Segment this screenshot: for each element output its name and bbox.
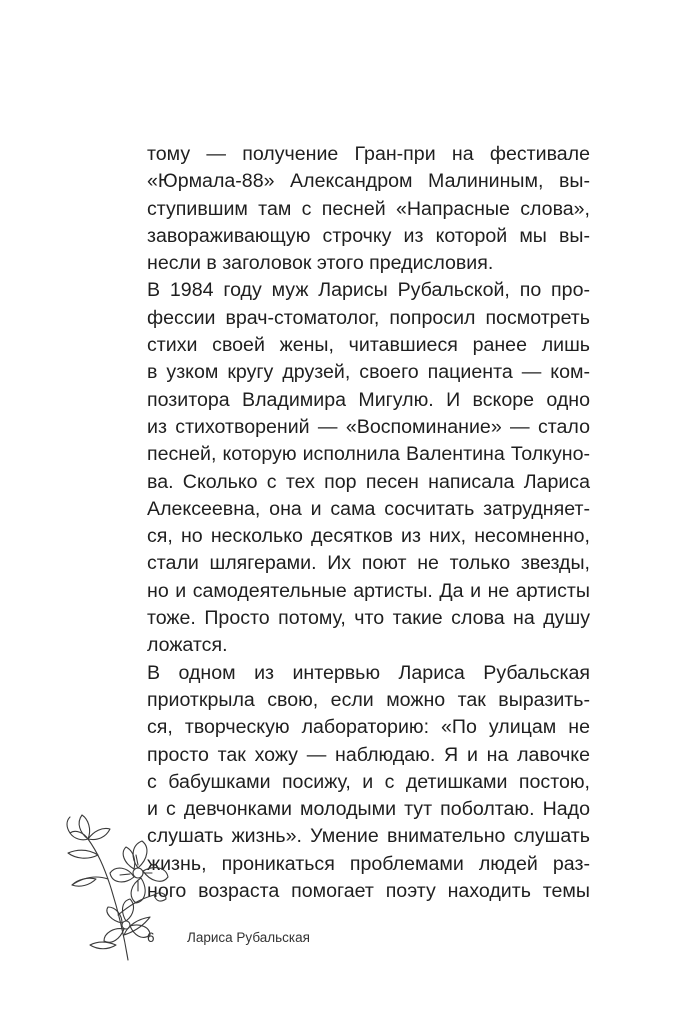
text-line: в узком кругу друзей, своего пациента — ком- (147, 361, 590, 384)
text-line: В одном из интервью Лариса Рубальская (147, 661, 590, 684)
text-line: стали шлягерами. Их поют не только звезды, (147, 552, 590, 575)
text-line: слушать жизнь». Умение внимательно слушать (147, 825, 590, 848)
text-line: тому — получение Гран-при на фестивале (147, 143, 590, 165)
page-number: 6 (147, 930, 155, 945)
text-line: просто так хожу — наблюдаю. Я и на лавочке (147, 743, 590, 766)
text-line: песней, которую исполнила Валентина Толкуно- (147, 443, 590, 466)
text-line: ся, но несколько десятков из них, несомненно, (147, 525, 590, 548)
text-line: Алексеевна, она и сама сосчитать затрудняет- (147, 497, 590, 520)
text-line: ступившим там с песней «Напрасные слова», (147, 197, 590, 220)
text-line: из стихотворений — «Воспоминание» — стало (147, 415, 590, 438)
text-line: и с девчонками молодыми тут поболтаю. Надо (147, 798, 590, 821)
text-line: В 1984 году муж Ларисы Рубальской, по про- (147, 279, 590, 302)
text-line: жизнь, проникаться проблемами людей раз- (147, 852, 590, 875)
text-line: тоже. Просто потому, что такие слова на душу (147, 607, 590, 630)
flower-illustration-icon (58, 795, 174, 965)
text-line: фессии врач-стоматолог, попросил посмотреть (147, 306, 590, 329)
text-line: завораживающую строчку из которой мы вы- (147, 224, 590, 247)
text-line: с бабушками посижу, и с детишками постою, (147, 770, 590, 793)
running-head: Лариса Рубальская (187, 930, 310, 945)
text-line: ся, творческую лабораторию: «По улицам не (147, 716, 590, 739)
text-line: «Юрмала-88» Александром Малининым, вы- (147, 170, 590, 193)
body-text (147, 141, 590, 905)
text-line: несли в заголовок этого предисловия. (147, 252, 494, 275)
text-line: ва. Сколько с тех пор песен написала Лариса (147, 470, 590, 493)
text-line: приоткрыла свою, если можно так выразить- (147, 688, 590, 711)
text-line: позитора Владимира Мигулю. И вскоре одно (147, 388, 590, 411)
text-line: ложатся. (147, 634, 228, 657)
text-line: стихи своей жены, читавшиеся ранее лишь (147, 334, 590, 357)
text-line: но и самодеятельные артисты. Да и не артисты (147, 579, 590, 602)
text-line: ного возраста помогает поэту находить темы (147, 880, 590, 903)
